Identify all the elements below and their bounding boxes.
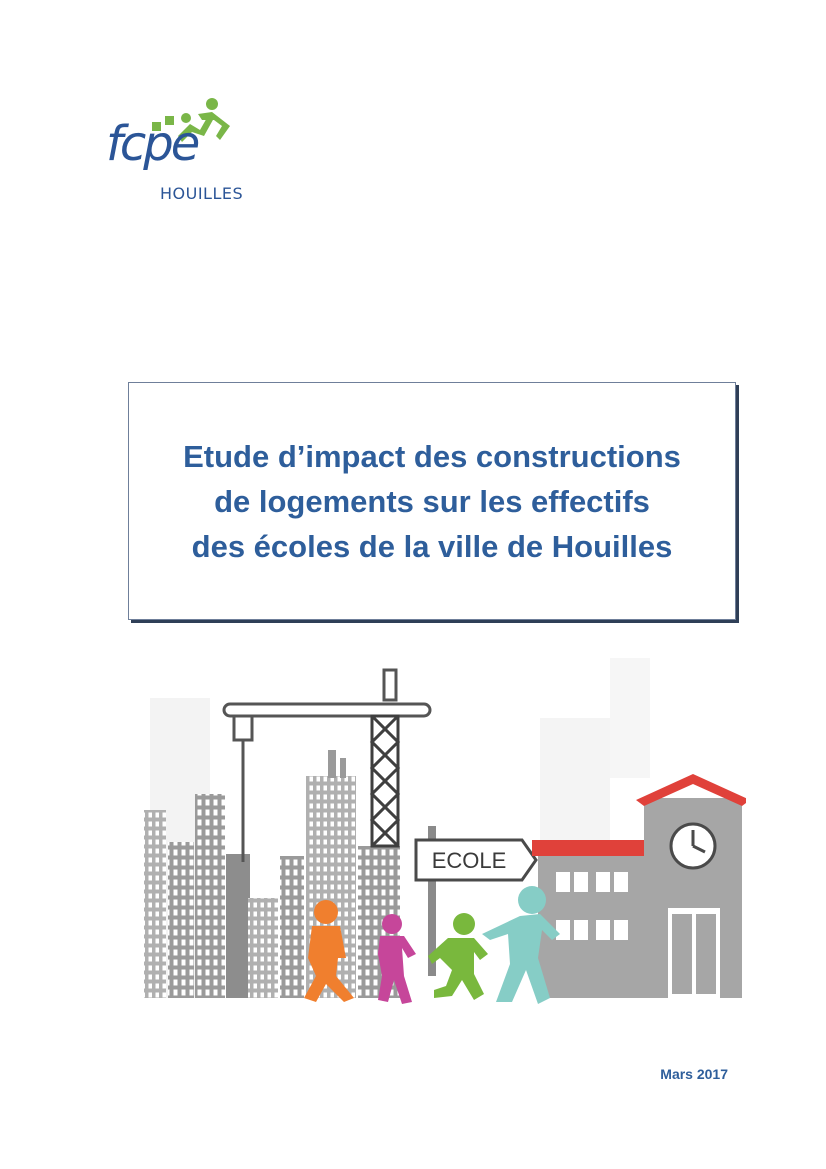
logo-brand-text: fcpe <box>106 116 198 172</box>
title-line: Etude d’impact des constructions <box>183 438 681 474</box>
title-line: des écoles de la ville de Houilles <box>191 528 673 564</box>
title-line: de logements sur les effectifs <box>214 483 650 519</box>
city-construction-school-illustration <box>140 658 746 1018</box>
ecole-sign-text: ECOLE <box>431 848 507 873</box>
publication-date: Mars 2017 <box>660 1066 728 1082</box>
title-box <box>128 382 736 620</box>
document-title <box>183 434 681 569</box>
fcpe-logo <box>104 96 274 211</box>
logo-city-text: HOUILLES <box>160 184 244 203</box>
